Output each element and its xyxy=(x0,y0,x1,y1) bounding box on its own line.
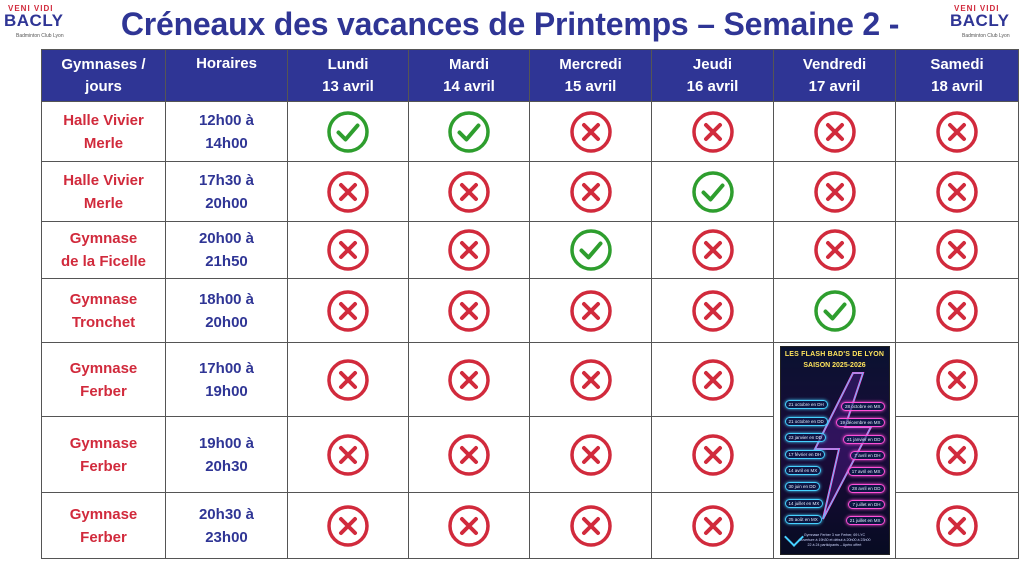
cross-circle-icon xyxy=(691,228,735,272)
check-circle-icon xyxy=(691,170,735,214)
slot-tuesday xyxy=(409,417,530,493)
poster-date-right: 28 octobre en MX xyxy=(841,402,885,411)
slot-saturday xyxy=(896,493,1019,559)
header-day-date: 14 avril xyxy=(443,77,495,95)
gym-name xyxy=(42,222,166,279)
page-title: Créneaux des vacances de Printemps – Semaine 2 - xyxy=(120,6,900,42)
header-day-name: Mardi xyxy=(448,55,489,73)
cross-circle-icon xyxy=(691,504,735,548)
check-circle-icon xyxy=(326,110,370,154)
time-slot-line-2: 23h00 xyxy=(205,528,248,546)
time-slot-line-2: 20h30 xyxy=(205,457,248,475)
cross-circle-icon xyxy=(326,433,370,477)
cross-circle-icon xyxy=(935,110,979,154)
header-time-label: Horaires xyxy=(196,55,257,72)
slot-monday xyxy=(288,162,409,222)
cross-circle-icon xyxy=(691,110,735,154)
time-slot-line-1: 17h30 à xyxy=(198,171,255,189)
gym-name-line-2: Merle xyxy=(83,194,124,212)
gym-name xyxy=(42,343,166,417)
header-day-tuesday xyxy=(409,50,530,102)
slot-wednesday xyxy=(530,417,652,493)
poster-footer-line: 22 à 24 participants – Apéro offert xyxy=(807,543,862,547)
cross-circle-icon xyxy=(447,228,491,272)
gym-name-line-2: Ferber xyxy=(80,457,127,475)
header-day-wednesday xyxy=(530,50,652,102)
cross-circle-icon xyxy=(569,170,613,214)
slot-wednesday xyxy=(530,222,652,279)
cross-circle-icon xyxy=(447,433,491,477)
header-day-date: 16 avril xyxy=(686,77,739,95)
cross-circle-icon xyxy=(326,504,370,548)
gym-name-line-1: Gymnase xyxy=(69,505,138,523)
gym-name xyxy=(42,162,166,222)
slot-tuesday xyxy=(409,222,530,279)
slot-friday xyxy=(774,162,896,222)
gym-name xyxy=(42,102,166,162)
cross-circle-icon xyxy=(935,170,979,214)
slot-thursday xyxy=(652,343,774,417)
poster-date-right: 7 avril en DH xyxy=(850,451,884,460)
logo-top-line: VENI VIDI xyxy=(8,4,54,13)
gym-name-line-2: de la Ficelle xyxy=(60,253,147,270)
slot-saturday xyxy=(896,417,1019,493)
slot-monday xyxy=(288,279,409,343)
slot-friday xyxy=(774,222,896,279)
cross-circle-icon xyxy=(569,358,613,402)
poster-title: LES FLASH BAD'S DE LYON xyxy=(784,351,885,358)
cross-circle-icon xyxy=(935,228,979,272)
slot-tuesday xyxy=(409,162,530,222)
slot-thursday xyxy=(652,102,774,162)
slot-friday xyxy=(774,279,896,343)
logo-right xyxy=(948,3,1024,43)
cross-circle-icon xyxy=(813,228,857,272)
poster-date-left: 14 avril en MX xyxy=(785,466,822,475)
time-slot-line-1: 12h00 à xyxy=(198,111,255,129)
poster-date-right: 17 avril en MX xyxy=(848,467,885,476)
poster-date-right: 21 janvier en DD xyxy=(843,435,885,444)
slot-wednesday xyxy=(530,162,652,222)
check-circle-icon xyxy=(569,228,613,272)
gym-name-line-1: Gymnase xyxy=(69,290,138,308)
gym-name-line-2: Ferber xyxy=(80,382,127,400)
gym-name-line-2: Merle xyxy=(83,134,124,152)
slot-monday xyxy=(288,102,409,162)
slot-monday xyxy=(288,417,409,493)
time-slot xyxy=(166,102,288,162)
cross-circle-icon xyxy=(447,289,491,333)
poster-date-left: 21 octobre en DD xyxy=(785,417,828,426)
cross-circle-icon xyxy=(935,289,979,333)
cross-circle-icon xyxy=(691,433,735,477)
poster-date-left: 21 octobre en DH xyxy=(785,400,828,409)
logo-main: BACLY xyxy=(950,11,1010,30)
check-circle-icon xyxy=(447,110,491,154)
cross-circle-icon xyxy=(326,228,370,272)
gym-name xyxy=(42,279,166,343)
gym-name-line-1: Gymnase xyxy=(69,359,138,377)
time-slot xyxy=(166,417,288,493)
schedule-table xyxy=(41,49,1019,559)
cross-circle-icon xyxy=(447,358,491,402)
slot-saturday xyxy=(896,162,1019,222)
cross-circle-icon xyxy=(935,358,979,402)
time-slot-line-2: 19h00 xyxy=(205,382,248,400)
header-day-name: Mercredi xyxy=(559,55,622,73)
header-day-name: Samedi xyxy=(930,55,984,73)
gym-name-line-1: Halle Vivier xyxy=(63,171,144,189)
header-day-date: 15 avril xyxy=(564,77,617,95)
slot-saturday xyxy=(896,343,1019,417)
time-slot-line-1: 20h00 à xyxy=(198,230,255,247)
cross-circle-icon xyxy=(326,170,370,214)
header-time xyxy=(166,50,288,102)
slot-tuesday xyxy=(409,279,530,343)
header-row xyxy=(42,50,1019,102)
time-slot xyxy=(166,222,288,279)
header-gym-line-2: jours xyxy=(85,77,122,95)
header-day-friday xyxy=(774,50,896,102)
header-day-date: 18 avril xyxy=(931,77,983,95)
gym-name xyxy=(42,493,166,559)
poster-footer-line: Gymnase Ferber 3 rue Ferber, 69 LYC xyxy=(803,533,866,537)
cross-circle-icon xyxy=(813,110,857,154)
gym-name-line-2: Ferber xyxy=(80,528,127,546)
time-slot xyxy=(166,162,288,222)
table-row xyxy=(42,343,1019,417)
poster-date-right: 21 juillet en MX xyxy=(846,516,885,525)
cross-circle-icon xyxy=(935,504,979,548)
gym-name-line-1: Halle Vivier xyxy=(63,111,144,129)
poster-date-left: 25 août en MX xyxy=(785,515,822,524)
slot-wednesday xyxy=(530,279,652,343)
table-row xyxy=(42,102,1019,162)
slot-thursday xyxy=(652,162,774,222)
time-slot xyxy=(166,279,288,343)
logo-left xyxy=(2,3,82,43)
gym-name-line-2: Tronchet xyxy=(71,313,136,331)
slot-wednesday xyxy=(530,493,652,559)
header-day-saturday xyxy=(896,50,1019,102)
poster-cell-friday xyxy=(774,343,896,559)
cross-circle-icon xyxy=(813,170,857,214)
slot-saturday xyxy=(896,279,1019,343)
time-slot xyxy=(166,493,288,559)
slot-monday xyxy=(288,222,409,279)
logo-main: BACLY xyxy=(4,11,64,30)
table-row xyxy=(42,162,1019,222)
gym-name-line-1: Gymnase xyxy=(69,434,138,452)
time-slot-line-2: 21h50 xyxy=(205,253,248,270)
slot-thursday xyxy=(652,222,774,279)
slot-tuesday xyxy=(409,102,530,162)
cross-circle-icon xyxy=(569,289,613,333)
table-row xyxy=(42,222,1019,279)
time-slot-line-2: 20h00 xyxy=(205,313,248,331)
poster-date-right: 19 décembre en MX xyxy=(836,418,885,427)
cross-circle-icon xyxy=(447,504,491,548)
poster-footer-line: Ouverture à 19h30 et début à 20h00 à 23h00 xyxy=(798,538,871,542)
slot-friday xyxy=(774,102,896,162)
slot-wednesday xyxy=(530,102,652,162)
slot-tuesday xyxy=(409,343,530,417)
time-slot-line-1: 19h00 à xyxy=(198,434,255,452)
gym-name-line-1: Gymnase xyxy=(69,230,138,247)
slot-thursday xyxy=(652,417,774,493)
header-day-name: Vendredi xyxy=(802,55,867,73)
cross-circle-icon xyxy=(326,289,370,333)
time-slot-line-2: 20h00 xyxy=(205,194,248,212)
logo-top-line: VENI VIDI xyxy=(954,4,1000,13)
header-gym-line-1: Gymnases / xyxy=(61,55,146,73)
cross-circle-icon xyxy=(691,289,735,333)
poster-date-right: 28 avril en DD xyxy=(848,484,885,493)
cross-circle-icon xyxy=(326,358,370,402)
time-slot-line-2: 14h00 xyxy=(205,134,248,152)
header-day-date: 17 avril xyxy=(808,77,861,95)
cross-circle-icon xyxy=(569,110,613,154)
slot-wednesday xyxy=(530,343,652,417)
slot-tuesday xyxy=(409,493,530,559)
slot-thursday xyxy=(652,493,774,559)
time-slot-line-1: 20h30 à xyxy=(198,505,255,523)
gym-name xyxy=(42,417,166,493)
time-slot xyxy=(166,343,288,417)
slot-thursday xyxy=(652,279,774,343)
poster-date-right: 7 juillet en DH xyxy=(848,500,884,509)
header-day-thursday xyxy=(652,50,774,102)
cross-circle-icon xyxy=(691,358,735,402)
poster-date-left: 23 janvier en DD xyxy=(785,433,827,442)
slot-saturday xyxy=(896,102,1019,162)
header-day-date: 13 avril xyxy=(322,77,374,95)
poster-season: SAISON 2025-2026 xyxy=(803,362,866,369)
flash-bads-poster xyxy=(780,346,890,555)
header-day-monday xyxy=(288,50,409,102)
slot-monday xyxy=(288,343,409,417)
header-gym xyxy=(42,50,166,102)
slot-monday xyxy=(288,493,409,559)
cross-circle-icon xyxy=(935,433,979,477)
check-circle-icon xyxy=(813,289,857,333)
poster-date-left: 17 février en DH xyxy=(785,450,826,459)
time-slot-line-1: 17h00 à xyxy=(198,359,255,377)
poster-date-left: 30 juin en DD xyxy=(785,482,820,491)
cross-circle-icon xyxy=(569,504,613,548)
time-slot-line-1: 18h00 à xyxy=(198,290,255,308)
schedule-body xyxy=(42,102,1019,559)
cross-circle-icon xyxy=(447,170,491,214)
header-day-name: Jeudi xyxy=(692,55,733,73)
cross-circle-icon xyxy=(569,433,613,477)
poster-date-left: 14 juillet en MX xyxy=(785,499,824,508)
logo-sub: Badminton Club Lyon xyxy=(16,33,64,39)
logo-sub: Badminton Club Lyon xyxy=(962,33,1010,39)
slot-saturday xyxy=(896,222,1019,279)
table-row xyxy=(42,279,1019,343)
header-day-name: Lundi xyxy=(327,55,369,73)
